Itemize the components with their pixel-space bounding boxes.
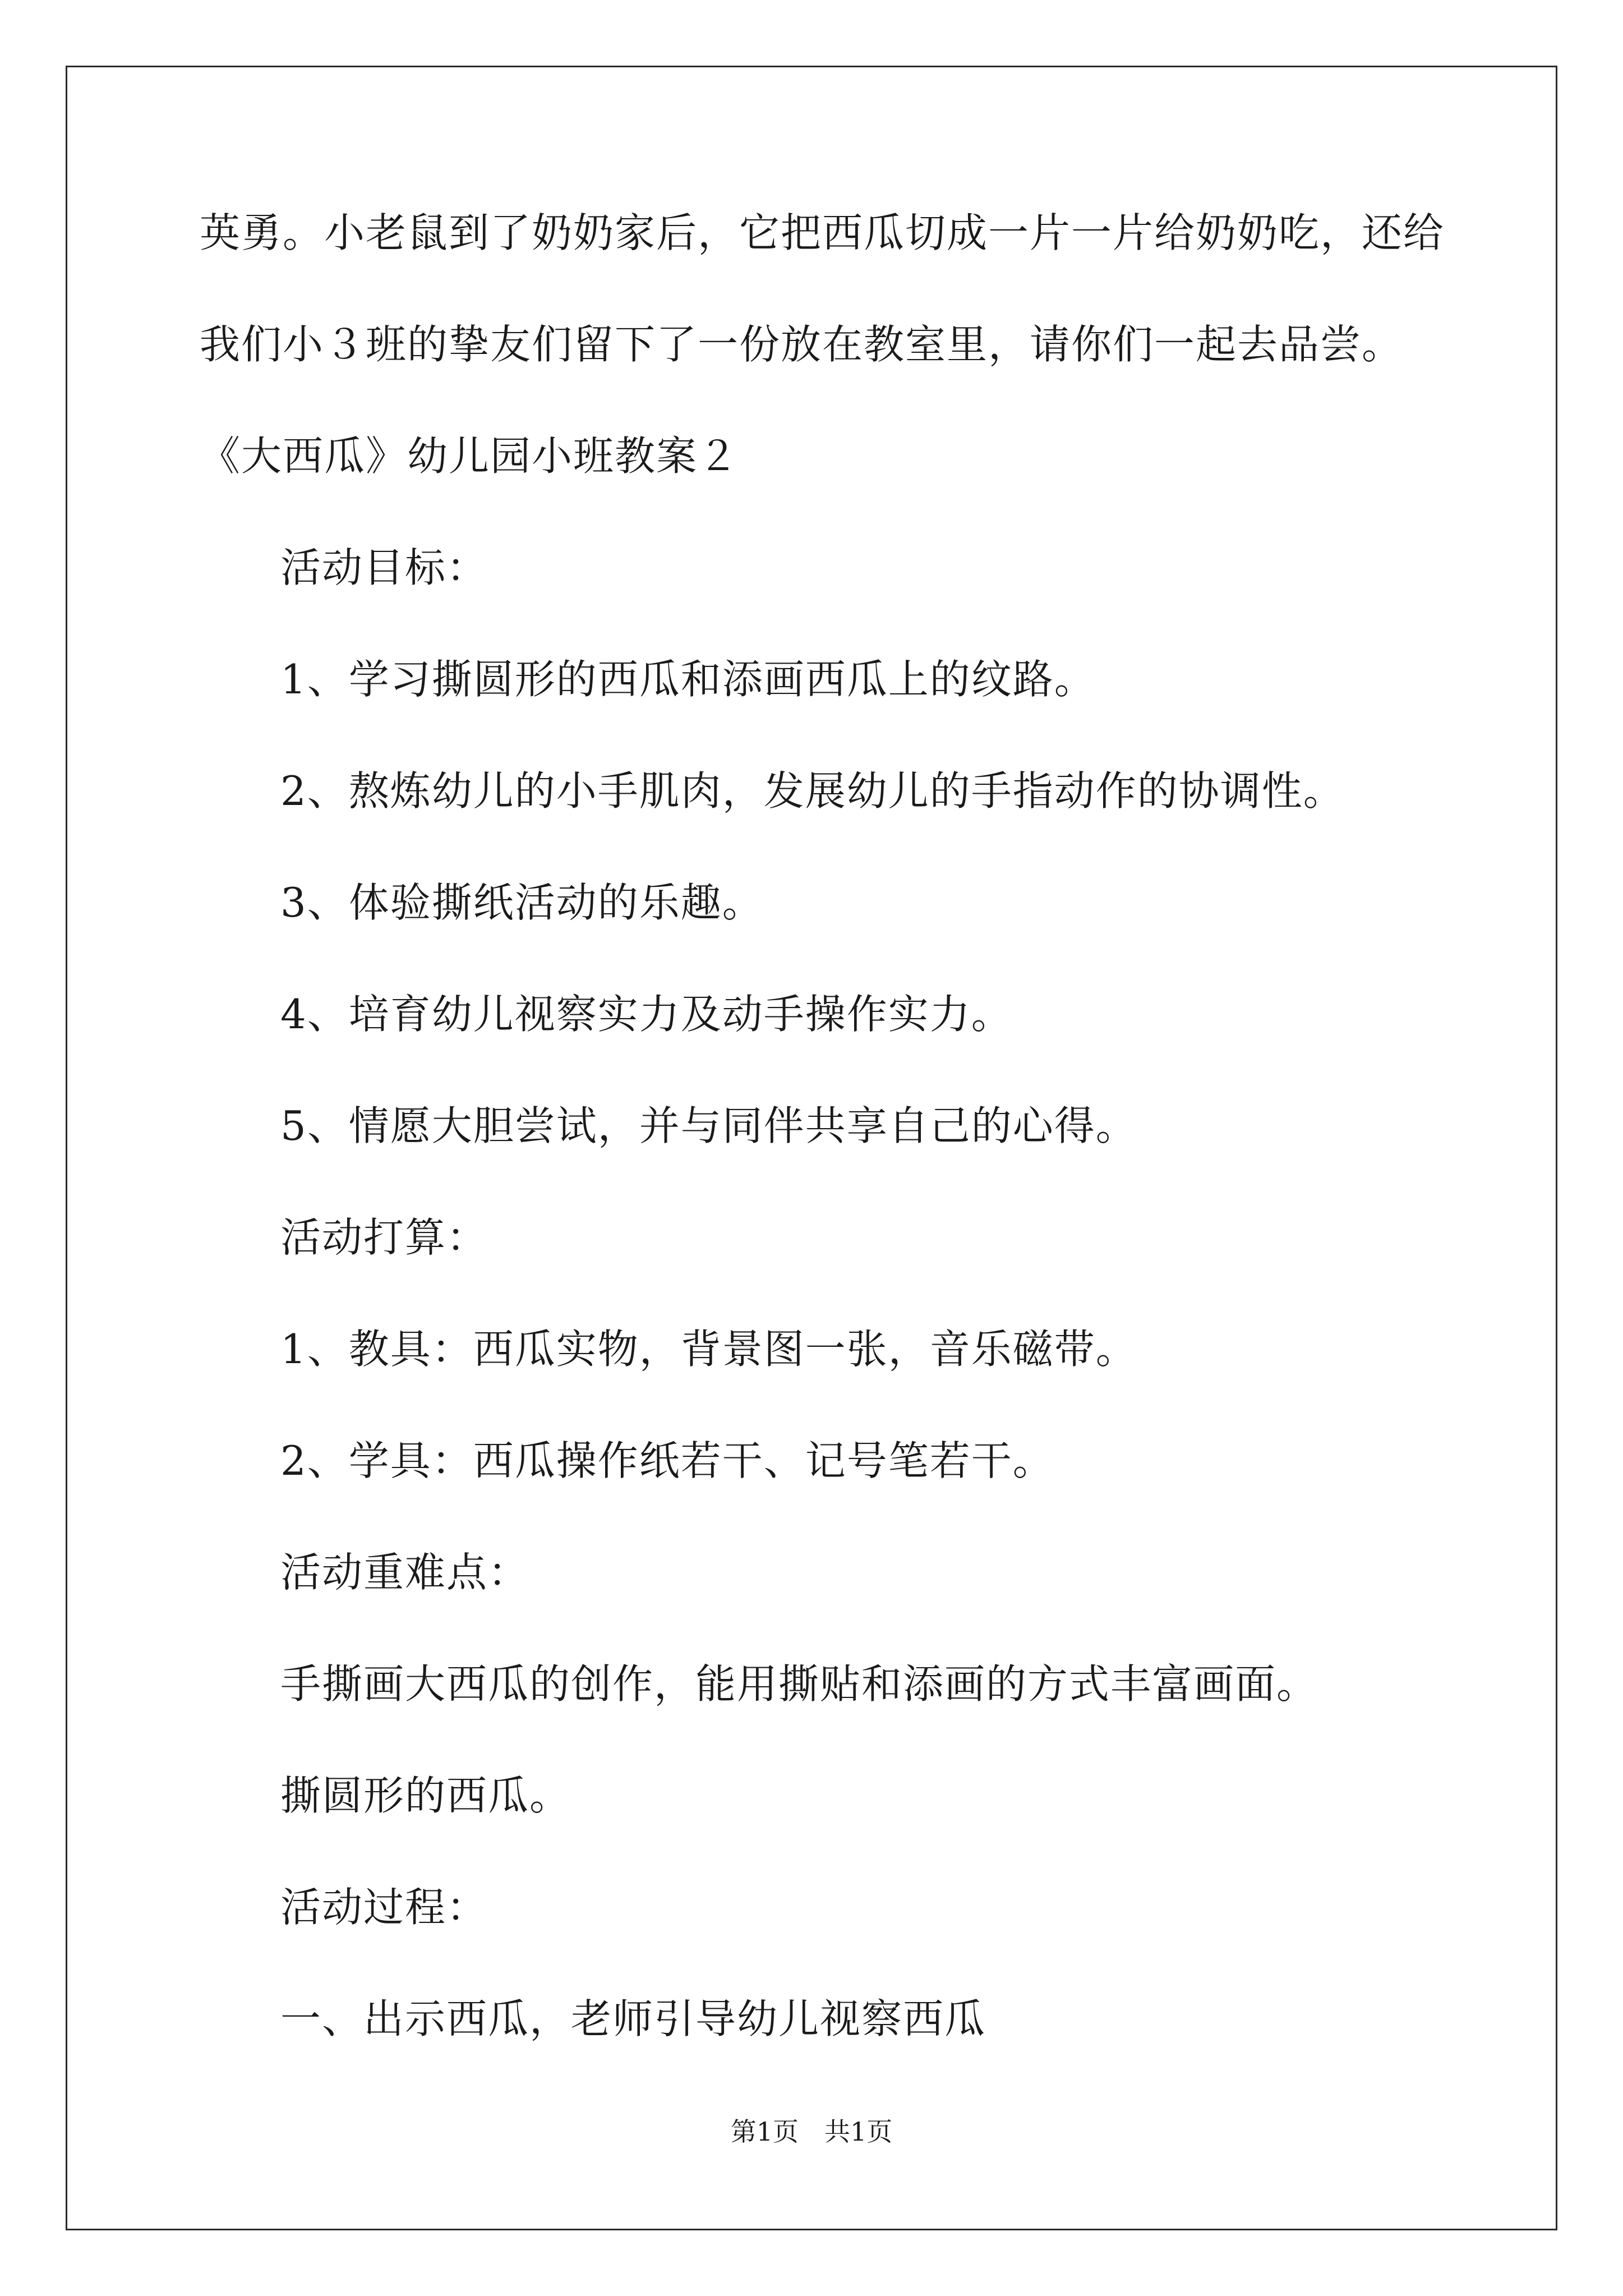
list-item: 2、学具：西瓜操作纸若干、记号笔若干。 — [280, 1437, 1054, 1484]
list-item: 4、培育幼儿视察实力及动手操作实力。 — [280, 991, 1013, 1038]
list-item: 1、教具：西瓜实物，背景图一张，音乐磁带。 — [280, 1326, 1137, 1373]
paragraph-line: 手撕画大西瓜的创作，能用撕贴和添画的方式丰富画面。 — [280, 1660, 1318, 1708]
list-item: 1、学习撕圆形的西瓜和添画西瓜上的纹路。 — [280, 656, 1096, 703]
paragraph-line: 英勇。小老鼠到了奶奶家后，它把西瓜切成一片一片给奶奶吃，还给 — [200, 209, 1445, 256]
subheading-preparation: 活动打算： — [280, 1214, 488, 1261]
document-body — [200, 205, 1456, 2102]
list-item: 5、情愿大胆尝试，并与同伴共享自己的心得。 — [280, 1102, 1137, 1149]
paragraph-line: 撕圆形的西瓜。 — [280, 1772, 571, 1819]
list-item: 2、熬炼幼儿的小手肌肉，发展幼儿的手指动作的协调性。 — [280, 767, 1345, 815]
paragraph-line: 一、出示西瓜，老师引导幼儿视察西瓜 — [280, 1995, 986, 2042]
section-heading: 《大西瓜》幼儿园小班教案２ — [200, 432, 740, 480]
subheading-process: 活动过程： — [280, 1884, 488, 1931]
page-number-footer: 第1页 共1页 — [730, 2116, 893, 2147]
subheading-goals: 活动目标： — [280, 544, 488, 591]
paragraph-line: 我们小３班的挚友们留下了一份放在教室里，请你们一起去品尝。 — [200, 321, 1404, 368]
list-item: 3、体验撕纸活动的乐趣。 — [280, 879, 764, 926]
subheading-key-points: 活动重难点： — [280, 1549, 530, 1596]
